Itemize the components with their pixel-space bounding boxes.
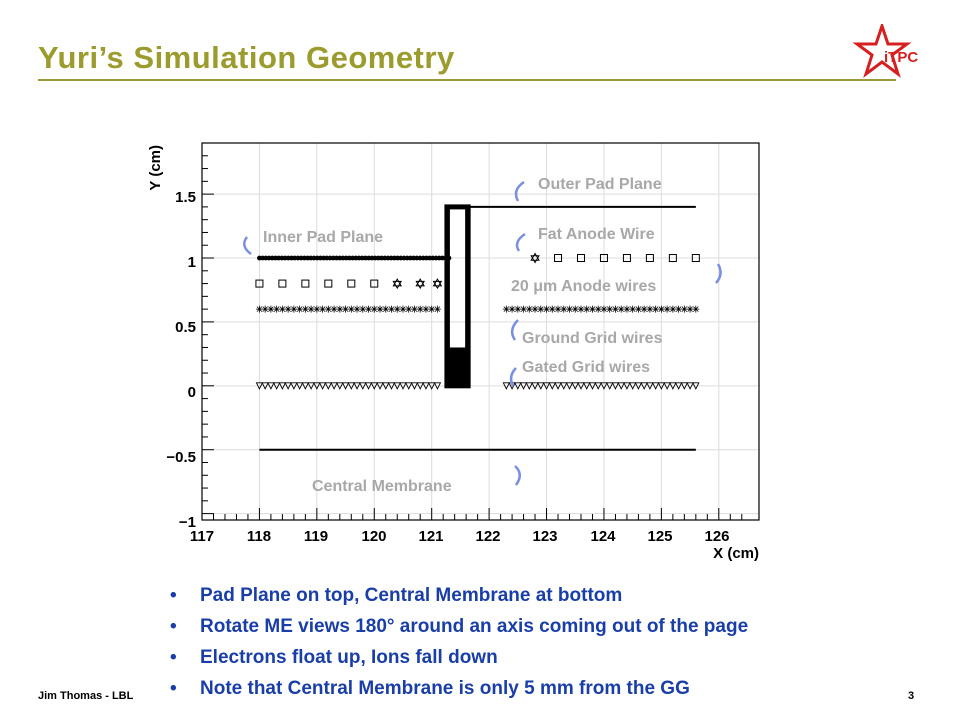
- bullet-item: [170, 673, 748, 704]
- bullet-list: [170, 580, 748, 704]
- bullet-text: Electrons float up, Ions fall down: [200, 647, 498, 668]
- bullet-item: [170, 611, 748, 642]
- wire-marker-open-square: [302, 280, 309, 287]
- bullet-text: Rotate ME views 180° around an axis coming out of the page: [200, 616, 749, 637]
- x-tick-label: 119: [303, 528, 329, 545]
- x-tick-label: 120: [361, 528, 387, 545]
- x-tick-label: 124: [590, 528, 616, 545]
- annotation-inner-pad-plane: Inner Pad Plane: [263, 229, 384, 246]
- annotation-fat-anode-wire: Fat Anode Wire: [538, 226, 655, 243]
- page-number: 3: [908, 690, 915, 702]
- annotation-gated-grid-wires: Gated Grid wires: [522, 359, 651, 376]
- curved-arrow-icon: [716, 264, 721, 283]
- wire-marker-filled-circle: [447, 256, 452, 261]
- annotation-anode-wires: 20 μm Anode wires: [511, 278, 657, 295]
- x-tick-label: 125: [647, 528, 673, 545]
- curved-arrow-icon: [517, 234, 525, 251]
- bullet-icon: •: [170, 678, 177, 699]
- curved-arrow-icon: [515, 466, 520, 485]
- y-tick-label: −0.5: [166, 449, 196, 466]
- y-tick-label: 0.5: [175, 319, 196, 336]
- annotation-ground-grid-wires: Ground Grid wires: [522, 330, 663, 347]
- annotation-outer-pad-plane: Outer Pad Plane: [538, 176, 662, 193]
- x-tick-label: 117: [189, 528, 215, 545]
- plot-frame-rect: [202, 143, 759, 520]
- y-tick-label: 1.5: [175, 189, 196, 206]
- y-tick-label: −1: [178, 514, 196, 531]
- curved-arrow-icon: [512, 320, 518, 340]
- curved-arrow-icon: [516, 182, 524, 201]
- sector-gap-base: [448, 347, 467, 385]
- wire-marker-open-square: [348, 280, 355, 287]
- curved-arrow-icon: [244, 237, 251, 254]
- y-tick-label: 1: [187, 254, 196, 271]
- bullet-icon: •: [170, 647, 177, 668]
- plot-grid: [202, 143, 759, 520]
- x-tick-label: 118: [246, 528, 272, 545]
- wire-marker-asterisk: [434, 306, 441, 313]
- bullet-text: Pad Plane on top, Central Membrane at bottom: [200, 585, 623, 606]
- footer-author: Jim Thomas - LBL: [38, 690, 134, 702]
- bullet-item: [170, 642, 748, 673]
- wire-marker-asterisk: [692, 306, 699, 313]
- x-tick-label: 121: [418, 528, 444, 545]
- x-tick-label: 126: [704, 528, 730, 545]
- y-axis-label: Y (cm): [147, 145, 164, 191]
- plot-frame: [202, 143, 759, 520]
- x-axis-label: X (cm): [713, 545, 759, 562]
- bullet-text: Note that Central Membrane is only 5 mm from the GG: [200, 678, 690, 699]
- logo-text: iTPC: [884, 49, 919, 66]
- slide-title: Yuri’s Simulation Geometry: [38, 40, 455, 75]
- bullet-icon: •: [170, 616, 177, 637]
- annotation-central-membrane: Central Membrane: [312, 478, 452, 495]
- bullet-icon: •: [170, 585, 177, 606]
- x-tick-label: 122: [475, 528, 501, 545]
- bullet-item: [170, 580, 748, 611]
- y-tick-label: 0: [187, 384, 196, 401]
- wire-marker-open-square: [325, 280, 332, 287]
- wire-marker-open-square: [279, 280, 286, 287]
- x-tick-label: 123: [532, 528, 558, 545]
